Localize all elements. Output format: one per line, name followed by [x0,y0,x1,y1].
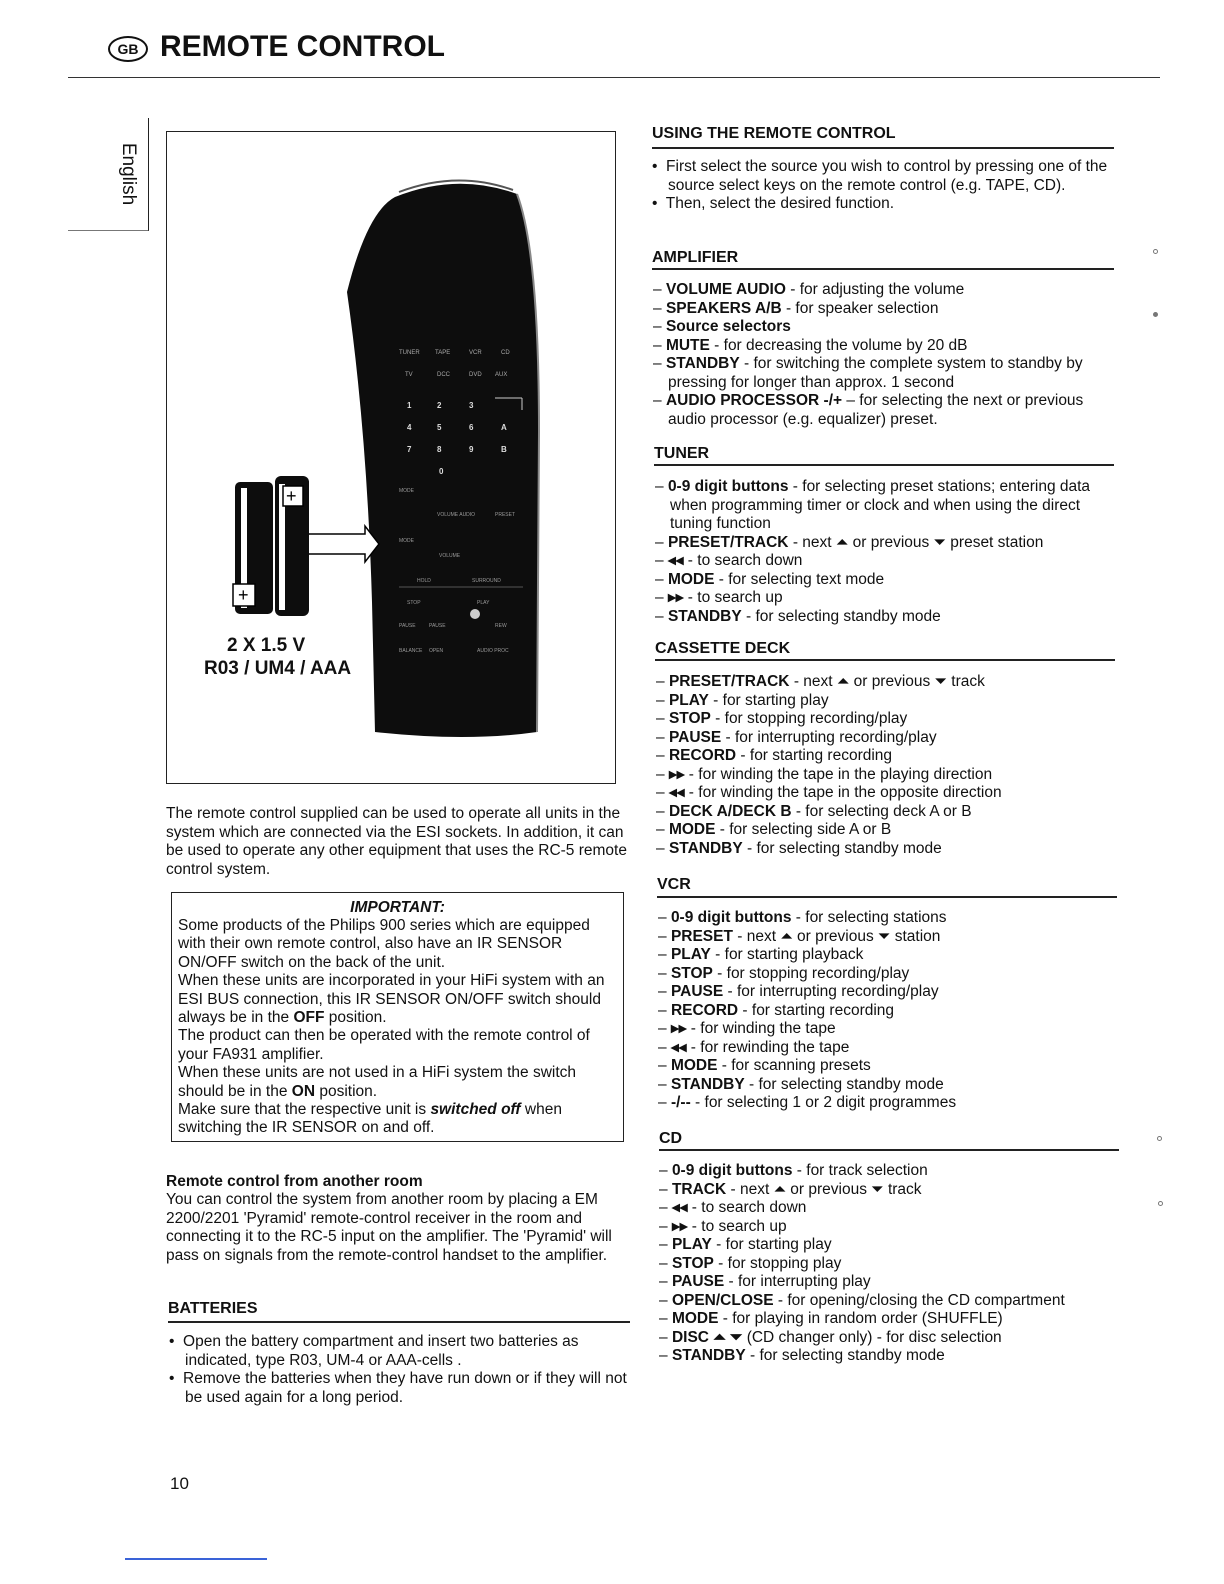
svg-text:B: B [501,445,507,454]
svg-text:9: 9 [469,445,474,454]
list-item: – MUTE - for decreasing the volume by 20 dB [653,336,968,354]
page-title: REMOTE CONTROL [160,30,445,63]
list-item: – -/-- - for selecting 1 or 2 digit programmes [658,1094,957,1111]
list-item: – Source selectors [653,318,791,335]
important-line-2: When these units are incorporated in your HiFi system with an ESI BUS connection, this IR SENSOR ON/OFF switch should always be in the OFF position. [178,972,605,1027]
svg-text:VOLUME AUDIO: VOLUME AUDIO [437,512,476,518]
svg-text:BALANCE: BALANCE [399,648,423,654]
svg-text:0: 0 [439,467,444,476]
important-line-4: When these units are not used in a HiFi system the switch should be in the ON position. [178,1064,577,1100]
list-item: – DECK A/DECK B - for selecting deck A or B [656,802,972,820]
tuner-heading: TUNER [654,445,710,462]
svg-text:REW: REW [495,623,507,629]
margin-mark [1158,1201,1163,1206]
battery-spec-voltage: 2 X 1.5 V [227,635,306,656]
vcr-rule [657,896,1117,898]
list-item: – ▸▸ - for winding the tape in the playing direction [656,765,993,783]
svg-text:CD: CD [501,350,510,356]
battery-spec-type: R03 / UM4 / AAA [204,658,352,679]
svg-text:TUNER: TUNER [399,350,420,356]
another-room-text: You can control the system from another room by placing a EM 2200/2201 'Pyramid' remote-control receiver in the room and connecting it to the RC-5 input on the amplifier. The 'Pyramid' will pass on signals from the remote-control handset to the amplifier. [166,1191,612,1264]
using-rule [652,147,1114,149]
svg-text:SURROUND: SURROUND [472,578,501,584]
cassette-list [656,673,1116,858]
list-item: – PLAY - for starting play [659,1236,832,1253]
language-tab-rule [68,230,148,231]
list-item: – 0-9 digit buttons - for track selection [659,1162,928,1179]
svg-text:STOP: STOP [407,600,421,606]
svg-text:PAUSE: PAUSE [399,623,416,629]
batteries-rule [168,1321,630,1323]
list-item: – STANDBY - for selecting standby mode [658,1075,944,1093]
svg-text:HOLD: HOLD [417,578,431,584]
svg-text:A: A [501,423,507,432]
svg-text:5: 5 [437,423,442,432]
svg-text:VOLUME: VOLUME [439,553,461,559]
amplifier-rule [652,268,1114,270]
list-item: – ◂◂ - to search down [659,1199,807,1216]
list-item: – MODE - for scanning presets [658,1057,871,1074]
margin-mark [1153,249,1158,254]
svg-text:AUX: AUX [495,372,508,378]
list-item: – OPEN/CLOSE - for opening/closing the CD compartment [659,1291,1065,1309]
footer-rule [125,1558,267,1560]
batteries-heading: BATTERIES [168,1300,258,1317]
list-item: – RECORD - for starting recording [658,1001,895,1019]
list-item: – DISC ⏶ ⏷ (CD changer only) - for disc selection [659,1328,1002,1346]
svg-text:MODE: MODE [399,538,414,544]
list-item: – AUDIO PROCESSOR -/+ – for selecting the next or previous audio processor (e.g. equalizer) preset. [653,392,1084,428]
list-item: – MODE - for playing in random order (SHUFFLE) [659,1310,1003,1327]
list-item: • Open the battery compartment and insert two batteries as indicated, type R03, UM-4 or AAA-cells . [169,1333,579,1369]
remote-control-figure [166,131,616,784]
svg-text:2: 2 [437,401,442,410]
svg-text:+: + [286,486,297,506]
important-body [178,917,618,1138]
svg-text:MODE: MODE [399,488,414,494]
list-item: – PRESET - next ⏶ or previous ⏷ station [658,927,941,945]
svg-text:PLAY: PLAY [477,600,490,606]
svg-text:6: 6 [469,423,474,432]
list-item: – MODE - for selecting text mode [655,570,885,588]
tuner-list [655,478,1115,626]
amplifier-heading: AMPLIFIER [652,249,739,266]
svg-text:TV: TV [405,372,413,378]
using-list [652,158,1112,214]
margin-mark [1153,312,1158,317]
important-line-1: Some products of the Philips 900 series which are equipped with their own remote control, also have an IR SENSOR ON/OFF switch on the back of the unit. [178,917,590,971]
list-item: – 0-9 digit buttons - for selecting preset stations; entering data when programming timer or clock and when using the direct tuning function [655,478,1091,532]
list-item: – STANDBY - for selecting standby mode [655,607,941,625]
another-room-heading: Remote control from another room [166,1173,423,1190]
important-title: IMPORTANT: [350,899,445,916]
list-item: – 0-9 digit buttons - for selecting stations [658,909,947,926]
language-tab-label-wrap [104,134,152,214]
remote-control-illustration [167,132,616,784]
page-number: 10 [170,1474,189,1493]
list-item: – STANDBY - for switching the complete system to standby by pressing for longer than approx. 1 second [653,355,1083,391]
svg-text:VCR: VCR [469,350,482,356]
list-item: – PAUSE - for interrupting recording/play [658,983,939,1000]
list-item: – MODE - for selecting side A or B [656,821,892,838]
cassette-rule [655,659,1115,661]
list-item: – PAUSE - for interrupting recording/play [656,728,937,746]
list-item: – ▸▸ - for winding the tape [658,1020,836,1037]
list-item: – ▸▸ - to search up [655,589,783,606]
svg-text:PAUSE: PAUSE [429,623,446,629]
cd-heading: CD [659,1130,683,1147]
svg-text:AUDIO PROC: AUDIO PROC [477,648,509,654]
important-line-5: Make sure that the respective unit is switched off when switching the IR SENSOR on and off. [178,1101,562,1137]
list-item: – VOLUME AUDIO - for adjusting the volume [653,281,965,298]
intro-paragraph: The remote control supplied can be used to operate all units in the system which are connected via the ESI sockets. In addition, it can be used to operate any other equipment that uses the RC-5 remote control system. [166,805,627,878]
list-item: – SPEAKERS A/B - for speaker selection [653,299,939,317]
header-divider [68,77,1160,78]
svg-text:3: 3 [469,401,474,410]
list-item: – STOP - for stopping play [659,1254,842,1272]
list-item: – ◂◂ - for rewinding the tape [658,1038,850,1056]
list-item: – STOP - for stopping recording/play [656,710,908,727]
using-heading: USING THE REMOTE CONTROL [652,125,896,142]
svg-text:TAPE: TAPE [435,350,451,356]
margin-mark [1157,1136,1162,1141]
list-item: – ◂◂ - to search down [655,552,803,569]
list-item: – PLAY - for starting playback [658,946,864,963]
svg-text:PRESET: PRESET [495,512,516,518]
list-item: – TRACK - next ⏶ or previous ⏷ track [659,1180,922,1198]
svg-text:DVD: DVD [469,372,482,378]
list-item: – STOP - for stopping recording/play [658,964,910,982]
list-item: – STANDBY - for selecting standby mode [656,839,942,857]
list-item: – ▸▸ - to search up [659,1217,787,1235]
important-line-3: The product can then be operated with the remote control of your FA931 amplifier. [178,1027,590,1063]
vcr-list [658,909,1118,1113]
list-item: – PLAY - for starting play [656,691,829,709]
amplifier-list [653,281,1115,429]
svg-text:OPEN: OPEN [429,648,444,654]
svg-text:1: 1 [407,401,412,410]
list-item: – PRESET/TRACK - next ⏶ or previous ⏷ track [656,673,985,690]
list-item: – PRESET/TRACK - next ⏶ or previous ⏷ preset station [655,533,1044,551]
batteries-list [169,1333,629,1407]
vcr-heading: VCR [657,876,691,893]
svg-text:8: 8 [437,445,442,454]
language-tab-label: English [118,142,140,206]
svg-text:DCC: DCC [437,372,450,378]
cd-rule [659,1149,1119,1151]
gb-badge: GB [108,36,148,62]
tuner-rule [654,464,1114,466]
svg-text:7: 7 [407,445,412,454]
cd-list [659,1162,1119,1366]
list-item: – STANDBY - for selecting standby mode [659,1347,945,1364]
list-item: – ◂◂ - for winding the tape in the opposite direction [656,784,1002,801]
list-item: • Then, select the desired function. [652,195,895,212]
svg-text:+: + [238,585,249,605]
cassette-heading: CASSETTE DECK [655,640,791,657]
list-item: • Remove the batteries when they have run down or if they will not be used again for a long period. [169,1370,627,1406]
svg-text:4: 4 [407,423,412,432]
list-item: – PAUSE - for interrupting play [659,1273,871,1290]
list-item: – RECORD - for starting recording [656,747,893,764]
list-item: • First select the source you wish to control by pressing one of the source select keys on the remote control (e.g. TAPE, CD). [652,158,1108,194]
